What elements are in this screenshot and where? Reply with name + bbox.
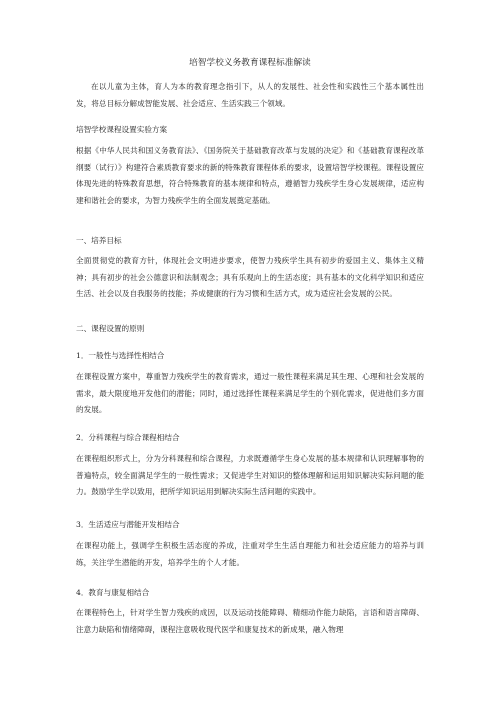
intro-paragraph: 在以儿童为主体，育人为本的教育理念指引下，从人的发展性、社会性和实践性三个基本属性出发，将总目标分解成智能发展、社会适应、生活实践三个领域。	[76, 82, 424, 108]
principle1-paragraph: 在课程设置方案中，尊重智力残疾学生的教育需求，通过一般性课程来满足其生理、心理和社会发展的需求，最大限度地开发他们的潜能；同时，通过选择性课程来满足学生的个别化需求，促进他们多方面的发展。	[76, 372, 424, 415]
principle4-heading: 4．教育与康复相结合	[76, 588, 150, 597]
section1-heading: 一、培养目标	[76, 236, 122, 245]
section1-paragraph: 全面贯彻党的教育方针，体现社会文明进步要求，使智力残疾学生具有初步的爱国主义、集体主义精神；具有初步的社会公德意识和法制观念；具有乐观向上的生活态度；具有基本的文化科学知识和适应生活、社会以及自我服务的技能；养成健康的行为习惯和生活方式，成为适应社会发展的公民。	[76, 256, 424, 299]
document-title: 培智学校义务教育课程标准解读	[189, 58, 311, 68]
principle1-heading: 1．一般性与选择性相结合	[76, 351, 165, 360]
plan-heading: 培智学校课程设置实验方案	[76, 125, 168, 134]
principle3-heading: 3．生活适应与潜能开发相结合	[76, 520, 180, 529]
principle2-heading: 2．分科课程与综合课程相结合	[76, 433, 180, 442]
principle3-paragraph: 在课程功能上，强调学生积极生活态度的养成，注重对学生生活自理能力和社会适应能力的培养与训练，关注学生潜能的开发，培养学生的个人才能。	[76, 541, 424, 567]
principle2-paragraph: 在课程组织形式上，分为分科课程和综合课程，力求既遵循学生身心发展的基本规律和认识理解事物的普遍特点，较全面满足学生的一般性需求；又促进学生对知识的整体理解和运用知识解决实际问题的能力。鼓励学生学以致用，把所学知识运用到解决实际生活问题的实践中。	[76, 454, 424, 497]
plan-paragraph: 根据《中华人民共和国义务教育法》、《国务院关于基础教育改革与发展的决定》和《基础教育课程改革纲要（试行）》构建符合素质教育要求的新的特殊教育课程体系的要求，设置培智学校课程。课程设置应体现先进的特殊教育思想，符合特殊教育的基本规律和特点，遵循智力残疾学生身心发展规律，适应构建和谐社会的要求，为智力残疾学生的全面发展奠定基础。	[76, 146, 424, 205]
principle4-paragraph: 在课程特色上，针对学生智力残疾的成因，以及运动技能障碍、精细动作能力缺陷，言语和语言障碍、注意力缺陷和情绪障碍，课程注意吸收现代医学和康复技术的新成果，融入物理	[76, 608, 424, 634]
section2-heading: 二、课程设置的原则	[76, 324, 145, 333]
